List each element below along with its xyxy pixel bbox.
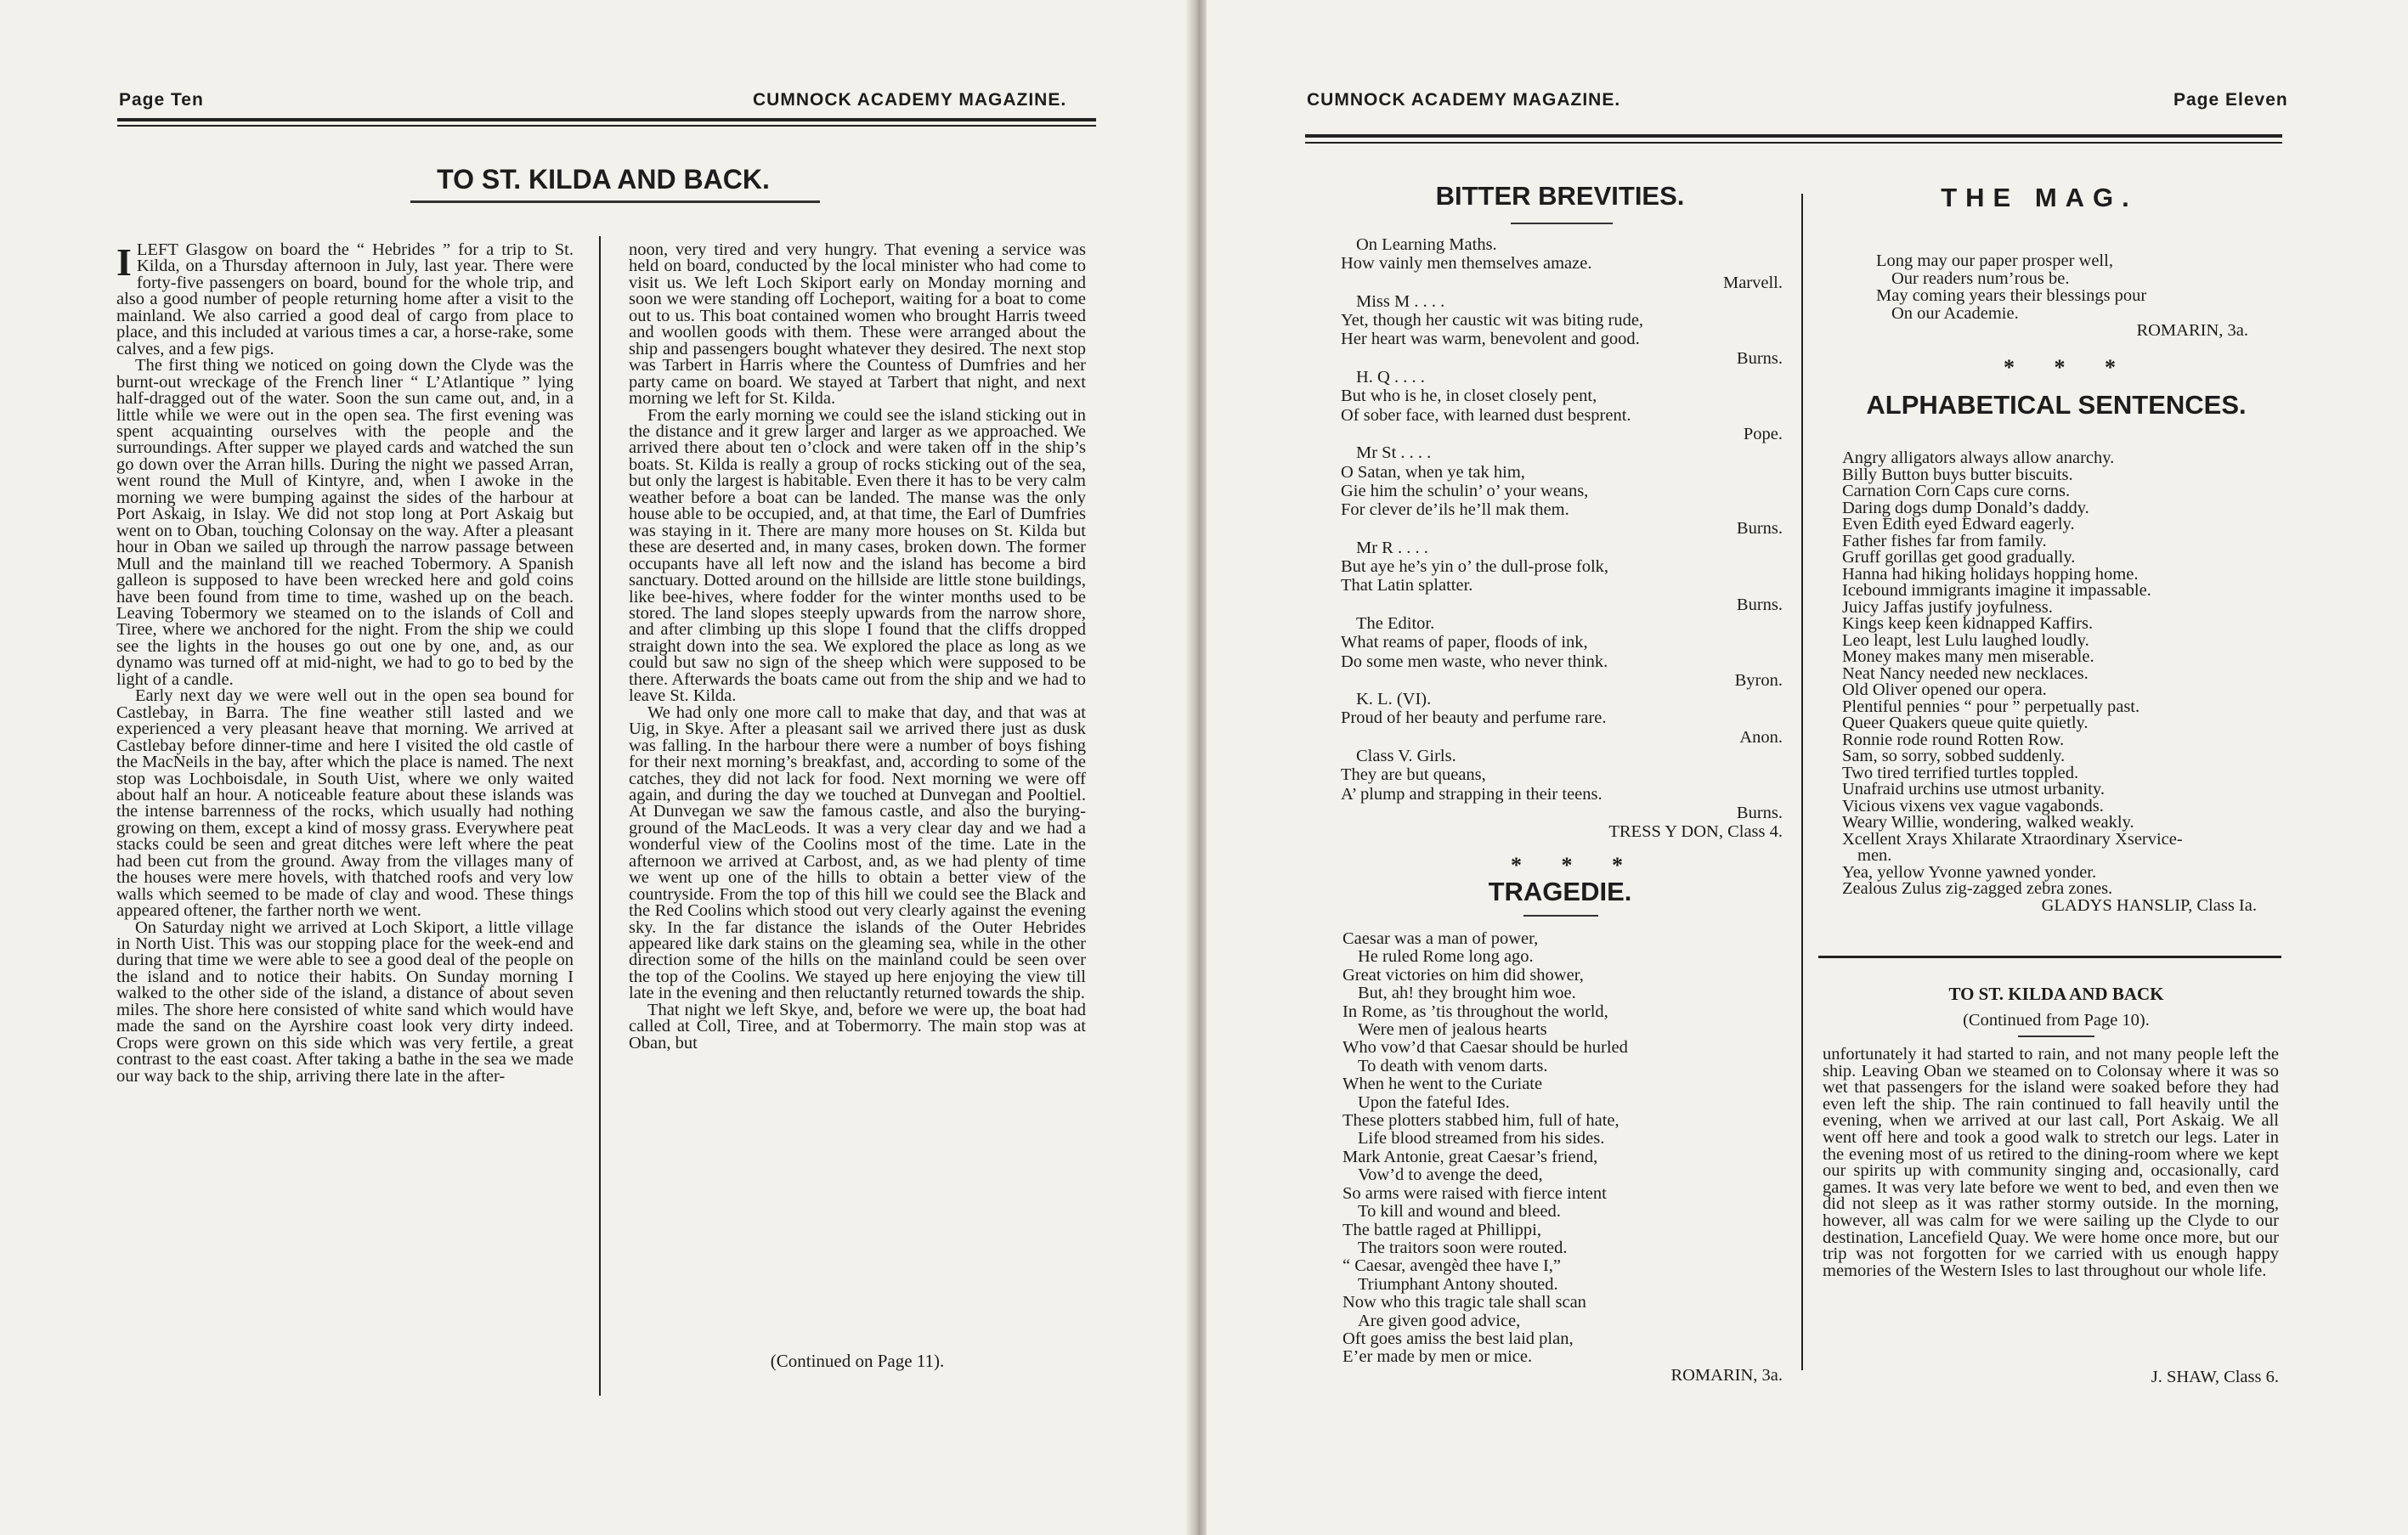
verse-line: Money makes many men miserable.: [1842, 647, 2094, 666]
verse-line: Unafraid urchins use utmost urbanity.: [1842, 780, 2105, 799]
verse-line: Yet, though her caustic wit was biting rude,: [1341, 311, 1644, 330]
verse-line: Old Oliver opened our opera.: [1842, 680, 2047, 699]
attribution: ROMARIN, 3a.: [2136, 321, 2248, 340]
column-divider: [1801, 194, 1803, 1370]
verse-line: Angry alligators always allow anarchy.: [1842, 449, 2115, 467]
continuation-subtitle: (Continued from Page 10).: [1963, 1011, 2150, 1030]
verse-line: Her heart was warm, benevolent and good.: [1341, 330, 1640, 349]
attribution: Burns.: [1736, 348, 1783, 368]
verse-line: Do some men waste, who never think.: [1341, 652, 1608, 671]
attribution: TRESS Y DON, Class 4.: [1608, 822, 1783, 842]
attribution: GLADYS HANSLIP, Class Ia.: [2041, 895, 2257, 915]
verse-line: Mr St . . . .: [1356, 443, 1432, 463]
verse-line: What reams of paper, floods of ink,: [1341, 633, 1588, 652]
verse-line: Oft goes amiss the best laid plan,: [1342, 1329, 1574, 1348]
verse-line: Were men of jealous hearts: [1358, 1020, 1547, 1040]
section-title-tragedie: TRAGEDIE.: [1488, 877, 1632, 906]
attribution: Burns.: [1736, 803, 1783, 822]
attribution: Marvell.: [1722, 273, 1783, 292]
verse-line: Of sober face, with learned dust besprent.: [1341, 405, 1631, 425]
magazine-name: CUMNOCK ACADEMY MAGAZINE.: [753, 90, 1067, 110]
attribution: ROMARIN, 3a.: [1670, 1365, 1783, 1385]
verse-line: For clever de’ils he’ll mak them.: [1341, 500, 1569, 520]
verse-line: On our Academie.: [1891, 303, 2019, 323]
subtitle-rule: [2018, 1036, 2094, 1037]
verse-line: Leo leapt, lest Lulu laughed loudly.: [1842, 630, 2089, 650]
section-separator-stars: * * *: [1511, 853, 1640, 878]
verse-line: Triumphant Antony shouted.: [1358, 1274, 1558, 1294]
verse-line: “ Caesar, avengèd thee have I,”: [1342, 1256, 1561, 1276]
verse-line: Caesar was a man of power,: [1342, 929, 1539, 948]
verse-line: Vow’d to avenge the deed,: [1358, 1165, 1543, 1185]
column-divider: [599, 236, 601, 1396]
drop-cap: I: [116, 240, 132, 284]
section-title-the-mag: THE MAG.: [1941, 183, 2138, 212]
verse-line: How vainly men themselves amaze.: [1341, 254, 1592, 274]
verse-line: Great victories on him did shower,: [1342, 965, 1584, 985]
continuation-text: [1823, 1047, 2279, 1279]
verse-line: men.: [1857, 846, 1892, 865]
verse-line: They are but queans,: [1341, 765, 1486, 785]
section-rule: [1818, 956, 2281, 958]
verse-line: Kings keep keen kidnapped Kaffirs.: [1842, 614, 2094, 633]
attribution: Burns.: [1736, 595, 1783, 614]
attribution: Anon.: [1739, 727, 1783, 747]
verse-line: Life blood streamed from his sides.: [1358, 1129, 1605, 1148]
verse-line: Our readers num’rous be.: [1891, 268, 2070, 288]
author-credit: J. SHAW, Class 6.: [2151, 1368, 2279, 1386]
section-separator-stars: * * *: [2004, 355, 2133, 380]
verse-line: Juicy Jaffas justify joyfulness.: [1842, 597, 2053, 617]
verse-line: Long may our paper prosper well,: [1876, 251, 2113, 270]
paragraph: From the early morning we could see the island sticking out in the distance and it grew larger and larger as we approached. We arrived there about ten o’clock and were taken off in the ship’s boats. St. Kilda is really a group of rocks sticking out of the sea, but only the largest is habitable. Even there it has to be very calm weather before a boat can be landed. The manse was the only house able to be occupied, and, at that time, the Earl of Dumfries was staying in it. There are many more houses on St. Kilda but these are deserted and, in many cases, broken down. The former occupants have all left now and the island has become a bird sanctuary. Dotted around on the hillside are little stone buildings, like bee-hives, where fodder for the winter months used to be stored. The land slopes steeply upwards from the narrow shore, and after climbing up this slope I found that the cliffs dropped straight down into the sea. We explored the place as long as we could but saw no sign of the sheep which were supposed to be there. Afterwards the boats came out from the ship and we had to leave St. Kilda.: [629, 405, 1086, 706]
verse-line: Sam, so sorry, sobbed suddenly.: [1842, 747, 2066, 765]
verse-line: Are given good advice,: [1358, 1311, 1521, 1330]
verse-line: The traitors soon were routed.: [1358, 1238, 1568, 1257]
header-rule: [117, 118, 1096, 121]
section-title-bitter-brevities: BITTER BREVITIES.: [1435, 181, 1685, 211]
verse-line: Hanna had hiking holidays hopping home.: [1842, 564, 2139, 584]
verse-line: Plentiful pennies “ pour ” perpetually past.: [1842, 697, 2140, 716]
right-page: [1207, 0, 2408, 1535]
continuation-title: TO ST. KILDA AND BACK: [1948, 984, 2164, 1004]
paragraph: noon, very tired and very hungry. That evening a service was held on board, conducted by the local minister who had come to visit us. We left Loch Skiport early on Monday morning and soon we were standing off Locheport, waiting for a boat to come out to us. This boat contained women who brought Harris tweed and woollen goods with them. These were arranged about the ship and passengers bought whatever they desired. The next stop was Tarbert in Harris where the Countess of Dumfries and her party came on board. We stayed at Tarbert that night, and next morning we left for St. Kilda.: [629, 240, 1086, 409]
magazine-name: CUMNOCK ACADEMY MAGAZINE.: [1307, 90, 1621, 110]
paragraph: We had only one more call to make that day, and that was at Uig, in Skye. After a pleasant sail we arrived there just as dusk was falling. In the harbour there were a number of boys fishing for their next morning’s breakfast, and, according to some of the catches, they did not lack for food. Next morning we were off again, and during the day we touched at Dunvegan and Pooltiel. At Dunvegan we saw the famous castle, and also the burying-ground of the MacLeods. It was a very clear day and we had a wonderful view of the Coolins most of the time. Late in the afternoon we arrived at Carbost, and, as we had plenty of time we went up one of the hills to obtain a better view of the countryside. From the top of this hill we could see the Black and the Red Coolins which stood out very clearly against the evening sky. In the far distance the islands of the Outer Hebrides appeared like dark stains on the gleaming sea, while in the other direction some of the hills on the mainland could be seen over the top of the Coolins. We stayed up here enjoying the view till late in the evening and then reluctantly returned towards the ship.: [629, 703, 1086, 1003]
verse-line: Class V. Girls.: [1356, 747, 1456, 766]
verse-line: Two tired terrified turtles toppled.: [1842, 763, 2079, 782]
paragraph: unfortunately it had started to rain, and not many people left the ship. Leaving Oban we steamed on to Colonsay where it was so wet that passengers for the island were soaked before they had even left the ship. The rain continued to fall heavily until the evening, when we arrived at our last call, Port Askaig. We all went off here and took a good walk to stretch our legs. Later in the evening most of us retired to the dining-room where we kept our spirits up with community singing and, occasionally, card games. It was very late before we went to bed, and even then we did not sleep as it was rather stormy outside. In the morning, however, all was calm for we were sailing up the Clyde to our destination, Lancefield Quay. We were home once more, but our trip was not forgotten for we carried with us enough happy memories of the Western Isles to last throughout our whole life.: [1823, 1045, 2279, 1280]
verse-line: Upon the fateful Ides.: [1358, 1092, 1510, 1112]
verse-line: O Satan, when ye tak him,: [1341, 462, 1525, 482]
verse-line: May coming years their blessings pour: [1876, 286, 2147, 305]
paragraph: On Saturday night we arrived at Loch Skiport, a little village in North Uist. This was our stopping place for the week-end and during that time we were able to see a good deal of the people on the island and to notice their habits. On Sunday morning I walked to the other side of the island, a distance of about seven miles. The shore here consisted of white sand which would have made the sand on the Ayrshire coast look very dirty indeed. Crops were grown on this side which was very fertile, a great contrast to the east coast. After taking a bathe in the sea we made our way back to the ship, arriving there late in the after-: [116, 917, 574, 1086]
verse-line: The Editor.: [1356, 613, 1435, 633]
verse-line: Neat Nancy needed new necklaces.: [1842, 663, 2089, 683]
article-column-1: [116, 242, 574, 1372]
page-number: Page Ten: [119, 90, 204, 110]
verse-line: That Latin splatter.: [1341, 576, 1473, 595]
verse-line: Even Edith eyed Edward eagerly.: [1842, 515, 2075, 533]
alphabetical-sentences-list: [1842, 450, 2257, 914]
paragraph: That night we left Skye, and, before we were up, the boat had called at Coll, Tiree, and at Tobermorry. The main stop was at Oban, but: [629, 1000, 1086, 1052]
attribution: Byron.: [1734, 670, 1783, 690]
verse-line: Queer Quakers queue quite quietly.: [1842, 714, 2089, 732]
left-page: [0, 0, 1194, 1535]
verse-line: Zealous Zulus zig-zagged zebra zones.: [1842, 879, 2113, 898]
verse-line: Yea, yellow Yvonne yawned yonder.: [1842, 862, 2097, 882]
verse-line: To kill and wound and bleed.: [1358, 1202, 1561, 1222]
verse-line: But who is he, in closet closely pent,: [1341, 387, 1597, 406]
title-rule: [1511, 223, 1613, 224]
verse-line: So arms were raised with fierce intent: [1342, 1183, 1607, 1203]
verse-line: To death with venom darts.: [1358, 1056, 1548, 1075]
verse-line: H. Q . . . .: [1356, 368, 1425, 387]
title-rule: [1523, 915, 1598, 917]
tragedie-poem: [1342, 930, 1783, 1385]
header-rule-thin: [1305, 142, 2282, 144]
page-number: Page Eleven: [2173, 90, 2288, 110]
verse-line: When he went to the Curiate: [1342, 1075, 1543, 1094]
verse-line: Gie him the schulin’ o’ your weans,: [1341, 481, 1589, 500]
verse-line: E’er made by men or mice.: [1342, 1347, 1533, 1367]
verse-line: A’ plump and strapping in their teens.: [1341, 784, 1603, 804]
verse-line: Miss M . . . .: [1356, 291, 1445, 311]
header-rule-thin: [117, 125, 1096, 127]
verse-line: Mr R . . . .: [1356, 538, 1428, 557]
verse-line: Carnation Corn Caps cure corns.: [1842, 482, 2071, 500]
title-underline: [410, 200, 820, 203]
verse-line: Father fishes far from family.: [1842, 531, 2047, 550]
verse-line: Gruff gorillas get good gradually.: [1842, 548, 2076, 567]
verse-line: Xcellent Xrays Xhilarate Xtraordinary Xservice-: [1842, 829, 2183, 849]
paragraph: Early next day we were well out in the open sea bound for Castlebay, in Barra. The fine weather still lasted and we experienced a very pleasant heave that morning. We arrived at Castlebay before dinner-time and here I visited the old castle of the MacNeils in the bay, after which the place is named. The next stop was Lochboisdale, in South Uist, where we only waited about half an hour. A noticeable feature about these islands was the intense barrenness of the rocks, which usually had nothing growing on them, except a kind of mossy grass. Everywhere peat stacks could be seen and great ditches were left where the peat had been cut from the ground. Away from the villages many of the houses were mere hovels, with thatched roofs and very low walls which seemed to be made of clay and wood. These things appeared oftener, the farther north we went.: [116, 686, 574, 921]
attribution: Burns.: [1736, 519, 1783, 539]
paragraph: The first thing we noticed on going down the Clyde was the burnt-out wreckage of the French liner “ L’Atlantique ” lying half-dragged out of the water. Soon the sun came out, and, in a little while we were out in the open sea. The first evening was spent acquainting ourselves with the people and the surroundings. After supper we played cards and watched the sun go down over the Arran hills. During the night we passed Arran, went round the Mull of Kintyre, and, when I awoke in the morning we were bumping against the sides of the harbour at Port Askaig, in Islay. We did not stop long at Port Askaig but went on to Oban, touching Colonsay on the way. After a pleasant hour in Oban we sailed up through the narrow passage between Mull and the mainland till we reached Tobermory. A Spanish galleon is supposed to have been wrecked here and gold coins have been found from time to time, washed up on the beach. Leaving Tobermory we steamed on to the islands of Coll and Tiree, where we anchored for the night. From the ship we could see the lights in the houses go out one by one, and, as our dynamo was turned off at mid-night, we had to go to bed by the light of a candle.: [116, 356, 574, 689]
the-mag-poem: [1876, 252, 2248, 340]
verse-line: Ronnie rode round Rotten Row.: [1842, 730, 2065, 749]
verse-line: Who vow’d that Caesar should be hurled: [1342, 1038, 1628, 1058]
verse-line: Mark Antonie, great Caesar’s friend,: [1342, 1147, 1598, 1166]
header-rule: [1305, 134, 2282, 138]
article-title: TO ST. KILDA AND BACK.: [437, 164, 770, 195]
verse-line: He ruled Rome long ago.: [1358, 947, 1534, 967]
verse-line: But, ah! they brought him woe.: [1358, 984, 1576, 1003]
continued-note: (Continued on Page 11).: [770, 1351, 945, 1371]
verse-line: The battle raged at Phillippi,: [1342, 1220, 1541, 1239]
attribution: Pope.: [1743, 424, 1783, 443]
verse-line: Vicious vixens vex vague vagabonds.: [1842, 796, 2104, 815]
section-title-alphabetical: ALPHABETICAL SENTENCES.: [1866, 390, 2247, 420]
verse-line: Proud of her beauty and perfume rare.: [1341, 708, 1607, 728]
verse-line: K. L. (VI).: [1356, 690, 1432, 709]
verse-line: Billy Button buys butter biscuits.: [1842, 465, 2073, 484]
verse-line: Icebound immigrants imagine it impassable.: [1842, 581, 2151, 600]
verse-line: Now who this tragic tale shall scan: [1342, 1293, 1586, 1312]
verse-line: Weary Willie, wondering, walked weakly.: [1842, 813, 2134, 832]
verse-line: On Learning Maths.: [1356, 235, 1497, 254]
verse-line: Daring dogs dump Donald’s daddy.: [1842, 498, 2089, 517]
verse-line: In Rome, as ’tis throughout the world,: [1342, 1002, 1608, 1021]
verse-line: But aye he’s yin o’ the dull-prose folk,: [1341, 557, 1609, 577]
paragraph: LEFT Glasgow on board the “ Hebrides ” for a trip to St. Kilda, on a Thursday afternoon in July, last year. There were forty-five passengers on board, bound for the whole trip, and also a good number of people returning home after a visit to the mainland. We also carried a good deal of cargo from place to place, and this included at various times a car, a horse-rake, some calves, and a few pigs.: [116, 240, 574, 358]
article-column-2: [629, 242, 1086, 1346]
verse-line: These plotters stabbed him, full of hate,: [1342, 1111, 1619, 1131]
bitter-brevities-poem: [1341, 235, 1783, 842]
